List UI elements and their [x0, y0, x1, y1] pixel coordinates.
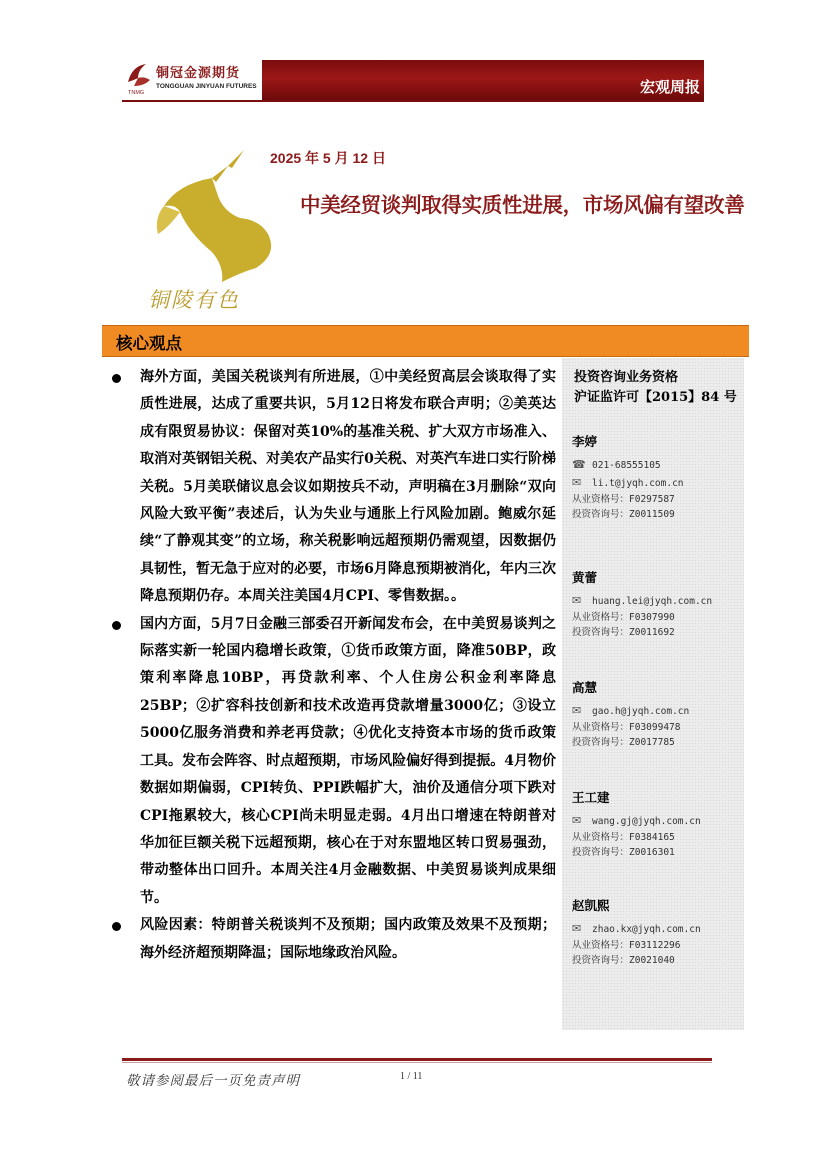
bullet-text: 海外方面，美国关税谈判有所进展，①中美经贸高层会谈取得了实质性进展，达成了重要共识，5月12日将发布联合声明；②美英达成有限贸易协议：保留对英10%的基准关税、扩大双方市场准入、取消对英钢铝关税、对美农产品实行0关税、对英汽车进口实行阶梯关税。5月美联储议息会议如期按兵不动，声明稿在3月删除“双向风险大致平衡”表述后，认为失业与通胀上行风险加剧。鲍威尔延续“了静观其变”的立场，称关税影响远超预期仍需观望，因数据仍具韧性，暂无急于应对的必要，市场6月降息预期被消化，年内三次降息预期仍存。本周关注美国4月CPI、零售数据。。: [140, 369, 556, 605]
analyst-email[interactable]: huang.lei@jyqh.com.cn: [592, 596, 713, 607]
analyst-email[interactable]: zhao.kx@jyqh.com.cn: [592, 924, 701, 935]
analyst-email[interactable]: li.t@jyqh.com.cn: [592, 478, 684, 489]
footer-divider-thin: [122, 1062, 712, 1063]
section-title: 核心观点: [116, 334, 182, 353]
page-number: 1 / 11: [400, 1071, 423, 1082]
analyst-card: [572, 568, 742, 640]
section-header: [102, 325, 749, 357]
company-abbr: TNMG: [128, 90, 145, 96]
analyst-invest-no: 投资咨询号：Z0016301: [572, 847, 675, 858]
analyst-invest-no: 投资咨询号：Z0011509: [572, 509, 675, 520]
company-name-cn: 铜冠金源期货: [156, 66, 241, 81]
emblem-caption: 铜陵有色: [148, 288, 240, 312]
analyst-email[interactable]: gao.h@jyqh.com.cn: [592, 706, 690, 717]
bullet-dot-icon: [112, 374, 121, 383]
report-title: 中美经贸谈判取得实质性进展，市场风偏有望改善: [300, 193, 745, 217]
email-icon: ✉: [572, 814, 582, 827]
bullet-domestic: [108, 611, 556, 912]
footer-divider: [122, 1058, 712, 1061]
analyst-invest-no: 投资咨询号：Z0017785: [572, 737, 675, 748]
analyst-qualification: 从业资格号：F0384165: [572, 832, 675, 843]
analyst-name: 高慧: [572, 680, 598, 695]
analyst-name: 黄蕾: [572, 570, 598, 585]
analyst-card: [572, 432, 742, 522]
analyst-card: [572, 896, 742, 968]
bullet-risk: [108, 912, 556, 967]
bullet-dot-icon: [112, 621, 121, 630]
analyst-qualification: 从业资格号：F03099478: [572, 722, 681, 733]
report-type: 宏观周报: [639, 78, 700, 96]
analyst-name: 赵凯熙: [572, 898, 610, 913]
company-name-en: TONGGUAN JINYUAN FUTURES: [156, 83, 257, 90]
analyst-name: 李婷: [572, 434, 598, 449]
header-divider: [122, 100, 704, 102]
email-icon: ✉: [572, 476, 582, 489]
analyst-qualification: 从业资格号：F0307990: [572, 612, 675, 623]
analyst-invest-no: 投资咨询号：Z0011692: [572, 627, 675, 638]
footer-disclaimer: 敬请参阅最后一页免责声明: [126, 1073, 300, 1089]
analyst-phone: 021-68555105: [592, 460, 661, 471]
analyst-qualification: 从业资格号：F03112296: [572, 940, 681, 951]
license-info: [574, 368, 737, 408]
company-logo: [122, 58, 262, 100]
email-icon: ✉: [572, 922, 582, 935]
analyst-email[interactable]: wang.gj@jyqh.com.cn: [592, 816, 701, 827]
report-date: 2025 年 5 月 12 日: [270, 150, 386, 166]
analyst-card: [572, 678, 742, 750]
analyst-qualification: 从业资格号：F0297587: [572, 494, 675, 505]
email-icon: ✉: [572, 704, 582, 717]
bullet-text: 风险因素：特朗普关税谈判不及预期；国内政策及效果不及预期；海外经济超预期降温；国际地缘政治风险。: [140, 917, 556, 961]
bullet-text: 国内方面，5月7日金融三部委召开新闻发布会，在中美贸易谈判之际落实新一轮国内稳增长政策，①货币政策方面，降准50BP，政策利率降息10BP，再贷款利率、个人住房公积金利率降息25BP；②扩容科技创新和技术改造再贷款增量3000亿；③设立5000亿服务消费和养老再贷款；④优化支持资本市场的货币政策工具。发布会阵容、时点超预期，市场风险偏好得到提振。4月物价数据如期偏弱，CPI转负、PPI跌幅扩大，油价及通信分项下跌对CPI拖累较大，核心CPI尚未明显走弱。4月出口增速在特朗普对华加征巨额关税下远超预期，核心在于对东盟地区转口贸易强劲，带动整体出口回升。本周关注4月金融数据、中美贸易谈判成果细节。: [140, 615, 556, 906]
analyst-card: [572, 788, 742, 860]
core-views: [108, 364, 556, 967]
company-logo-icon: [124, 60, 154, 90]
bullet-dot-icon: [112, 922, 121, 931]
analyst-sidebar: [562, 358, 744, 1030]
phone-icon: ☎: [572, 458, 586, 471]
header-banner: [262, 60, 704, 100]
bullet-overseas: [108, 364, 556, 611]
analyst-name: 王工建: [572, 790, 610, 805]
license-line-2: 沪证监许可【2015】84 号: [574, 390, 737, 405]
analyst-invest-no: 投资咨询号：Z0021040: [572, 955, 675, 966]
email-icon: ✉: [572, 594, 582, 607]
license-line-1: 投资咨询业务资格: [574, 370, 679, 385]
